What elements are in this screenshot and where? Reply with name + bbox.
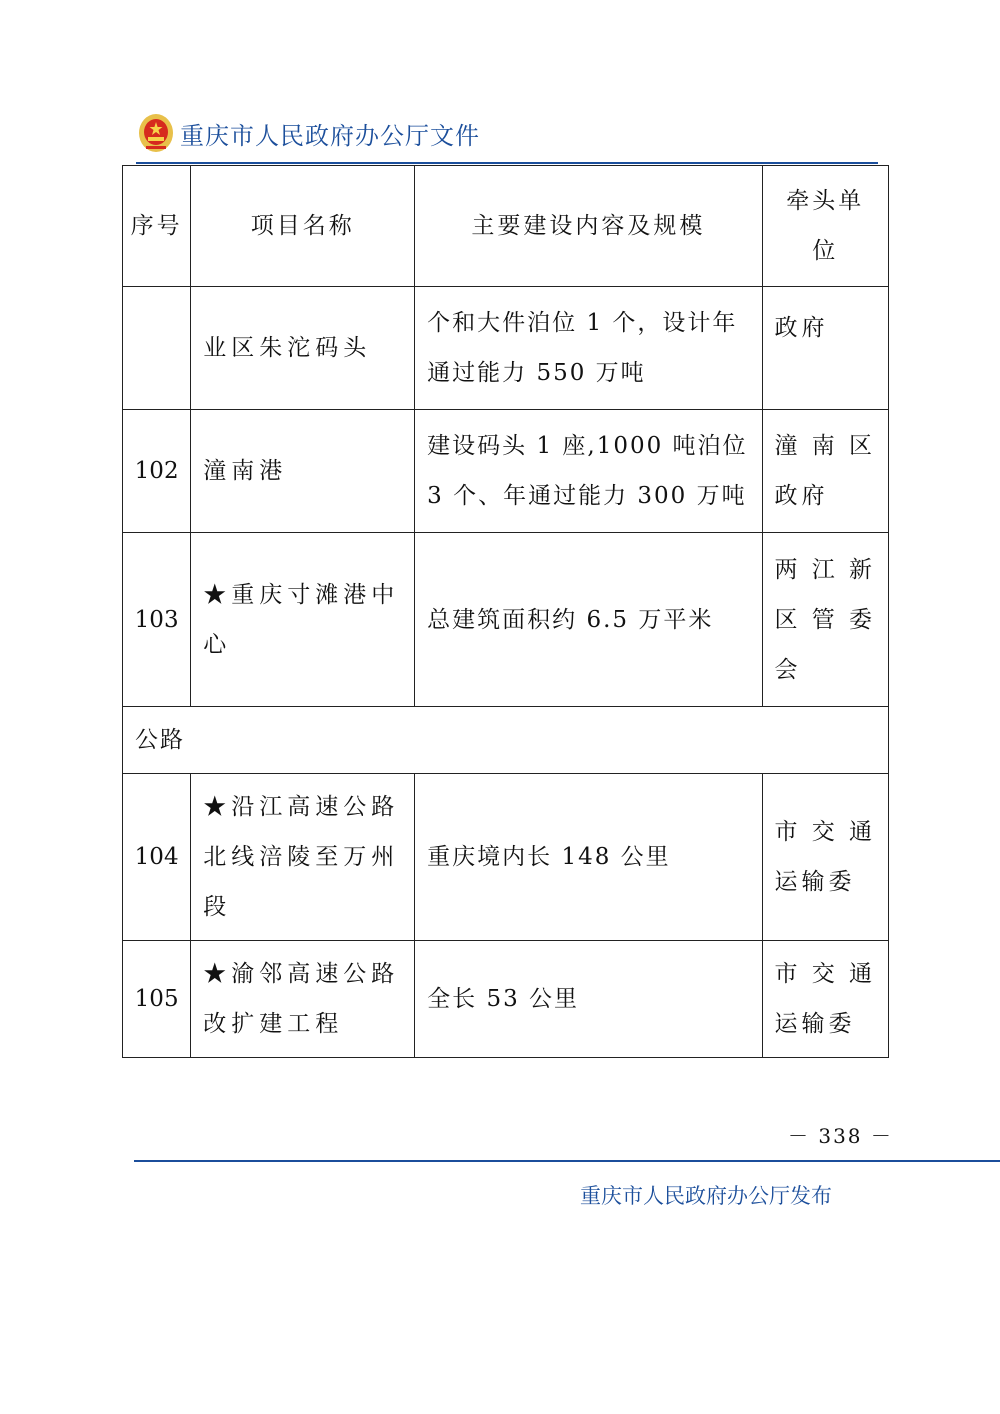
project-table (122, 165, 889, 1058)
section-label: 公路 (123, 707, 889, 774)
row-name: 业区朱沱码头 (191, 287, 415, 410)
row-content: 全长 53 公里 (415, 941, 762, 1058)
row-unit: 政府 (762, 287, 889, 410)
row-content: 总建筑面积约 6.5 万平米 (415, 533, 762, 707)
row-seq: 105 (123, 941, 191, 1058)
header-divider (136, 162, 878, 164)
row-content: 重庆境内长 148 公里 (415, 774, 762, 941)
row-name: 潼南港 (191, 410, 415, 533)
row-name: ★重庆寸滩港中心 (191, 533, 415, 707)
header-title: 重庆市人民政府办公厅文件 (180, 121, 480, 150)
document-header (138, 108, 480, 158)
national-emblem-icon (138, 113, 174, 153)
row-content: 建设码头 1 座,1000 吨泊位 3 个、年通过能力 300 万吨 (415, 410, 762, 533)
table-row (123, 410, 889, 533)
row-seq: 104 (123, 774, 191, 941)
row-seq: 103 (123, 533, 191, 707)
row-seq: 102 (123, 410, 191, 533)
column-header-seq: 序号 (123, 166, 191, 287)
table-row (123, 287, 889, 410)
column-header-content: 主要建设内容及规模 (415, 166, 762, 287)
column-header-name: 项目名称 (191, 166, 415, 287)
table-row (123, 774, 889, 941)
row-name: ★沿江高速公路北线涪陵至万州段 (191, 774, 415, 941)
row-content: 个和大件泊位 1 个，设计年通过能力 550 万吨 (415, 287, 762, 410)
page-number: － 338 － (788, 1124, 893, 1148)
table-header-row (123, 166, 889, 287)
column-header-unit: 牵头单位 (762, 166, 889, 287)
row-unit: 潼南区政府 (762, 410, 889, 533)
row-unit: 市交通运输委 (762, 774, 889, 941)
footer-divider (134, 1160, 1000, 1162)
row-name: ★渝邻高速公路改扩建工程 (191, 941, 415, 1058)
row-unit: 市交通运输委 (762, 941, 889, 1058)
row-unit: 两江新区管委会 (762, 533, 889, 707)
footer-publisher: 重庆市人民政府办公厅发布 (580, 1184, 832, 1208)
table-row (123, 533, 889, 707)
section-row (123, 707, 889, 774)
table-row (123, 941, 889, 1058)
row-seq (123, 287, 191, 410)
